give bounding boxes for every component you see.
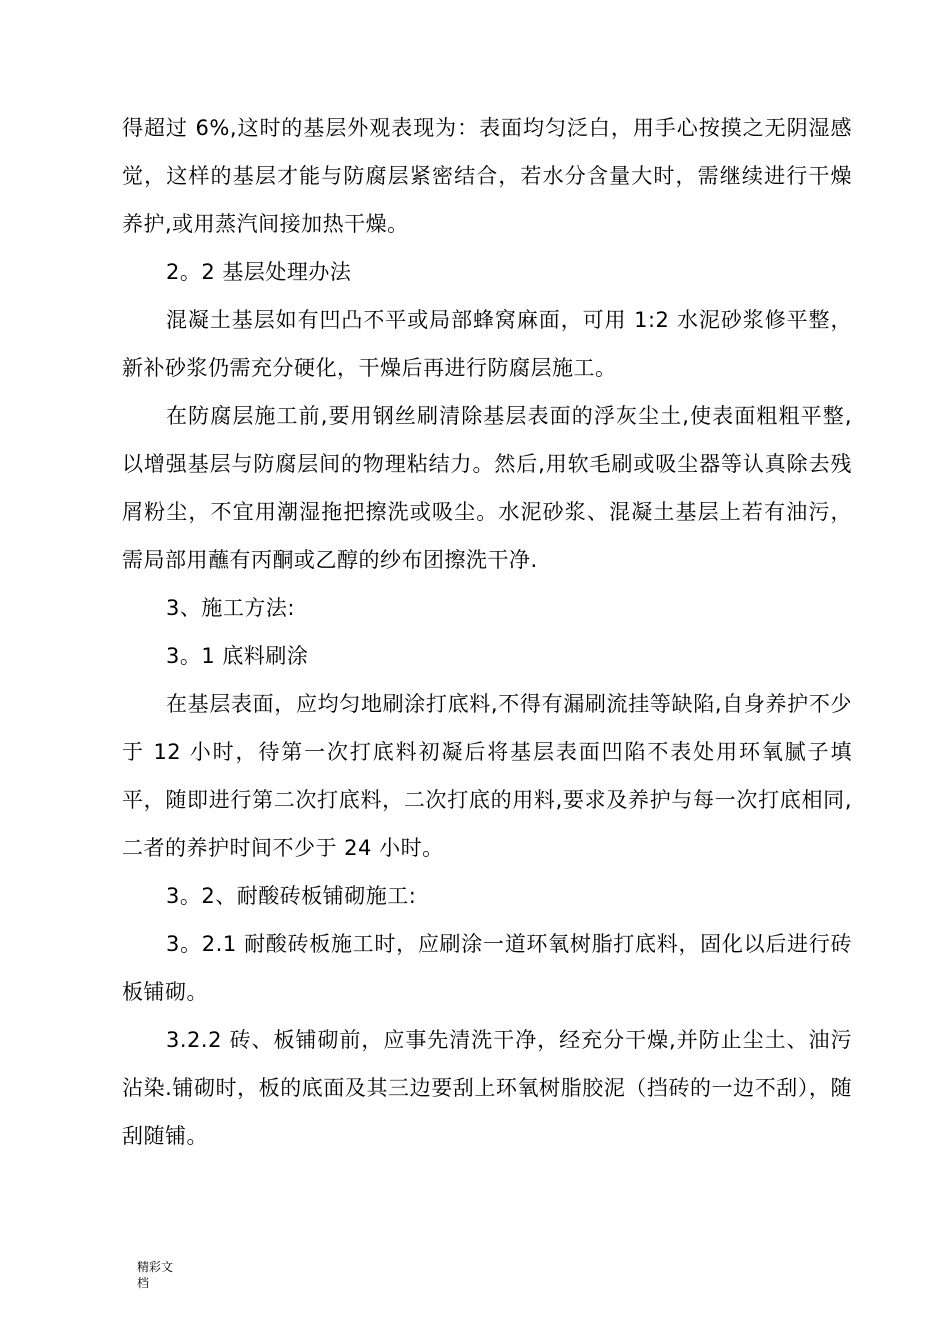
footer-label: 精彩文档: [137, 1260, 174, 1290]
heading-2-2-base-treatment: 2。2 基层处理办法: [166, 260, 352, 284]
paragraph-primer-application: 在基层表面，应均匀地刷涂打底料,不得有漏刷流挂等缺陷,自身养护不少于 12 小时，待第一次打底料初凝后将基层表面凹陷不表处用环氧腻子填平，随即进行第二次打底料，二次打底的用料,要求及养护与每一次打底相同,二者的养护时间不少于 24 小时。: [122, 692, 852, 860]
paragraph-moisture-content: 得超过 6%,这时的基层外观表现为：表面均匀泛白，用手心按摸之无阴湿感觉，这样的基层才能与防腐层紧密结合，若水分含量大时，需继续进行干燥养护,或用蒸汽间接加热干燥。: [122, 116, 852, 236]
heading-3-2-acid-brick-laying: 3。2、耐酸砖板铺砌施工:: [166, 884, 417, 908]
heading-3-1-primer-brushing: 3。1 底料刷涂: [166, 644, 309, 668]
heading-3-construction-method: 3、施工方法:: [166, 596, 295, 620]
paragraph-surface-cleaning: 在防腐层施工前,要用钢丝刷清除基层表面的浮灰尘土,使表面粗粗平整,以增强基层与防腐层间的物理粘结力。然后,用软毛刷或吸尘器等认真除去残屑粉尘，不宜用潮湿拖把擦洗或吸尘。水泥砂浆、混凝土基层上若有油污，需局部用蘸有丙酮或乙醇的纱布团擦洗干净.: [122, 404, 852, 572]
paragraph-3-2-1-brick-primer: 3。2.1 耐酸砖板施工时，应刷涂一道环氧树脂打底料，固化以后进行砖板铺砌。: [122, 932, 852, 1004]
paragraph-3-2-2-brick-cleaning: 3.2.2 砖、板铺砌前，应事先清洗干净，经充分干燥,并防止尘土、油污沾染.铺砌时，板的底面及其三边要刮上环氧树脂胶泥（挡砖的一边不刮），随刮随铺。: [122, 1028, 852, 1148]
paragraph-concrete-base-repair: 混凝土基层如有凹凸不平或局部蜂窝麻面，可用 1:2 水泥砂浆修平整，新补砂浆仍需充分硬化，干燥后再进行防腐层施工。: [122, 308, 852, 380]
document-body: [122, 104, 852, 1160]
